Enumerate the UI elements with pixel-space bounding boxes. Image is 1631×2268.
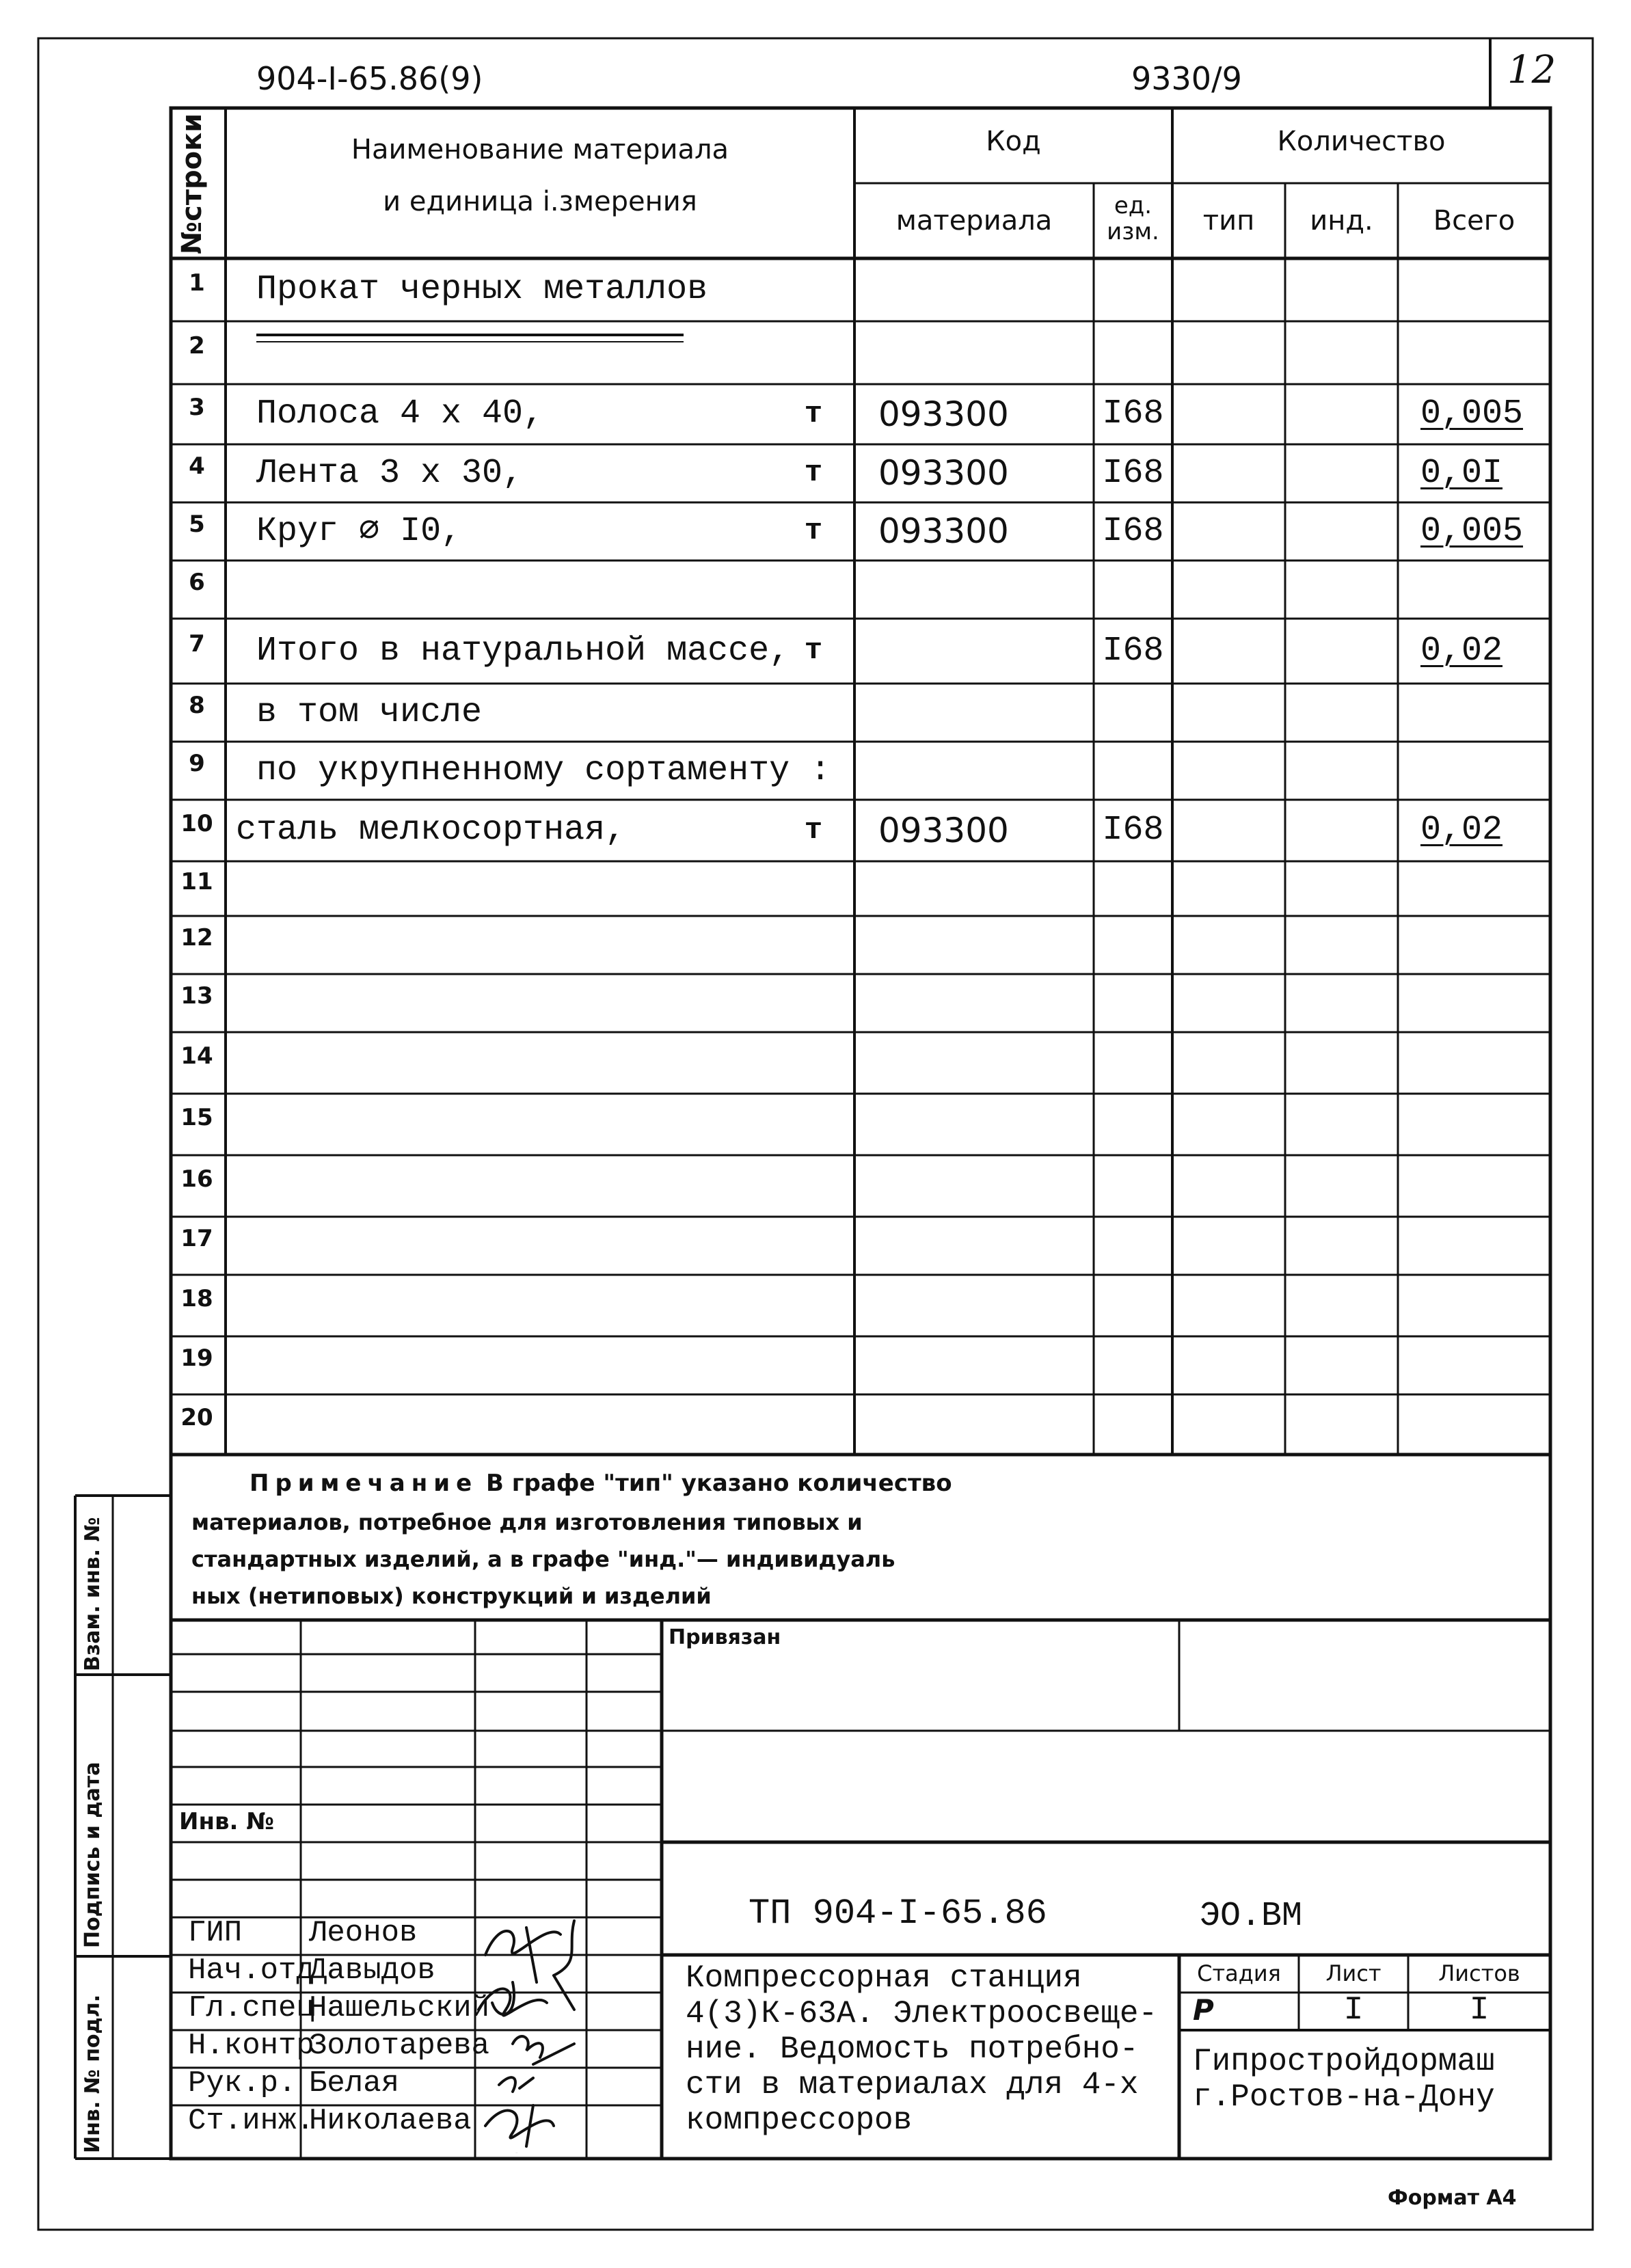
material-code [878,1275,1083,1336]
material-name: сталь мелкосортная, [236,811,626,850]
unit-code: I68 [1102,632,1164,671]
note-line-3: стандартных изделий, а в графе "инд."— индивидуаль [191,1546,895,1572]
total-quantity [1420,258,1550,321]
unit-code [1094,1032,1172,1094]
total-quantity: 0,02 [1420,811,1503,850]
material-name [256,861,790,916]
staff-name: Давыдов [309,1954,435,1988]
unit-of-measure [793,1032,834,1094]
staff-role: Рук.р. [188,2066,297,2101]
column-header-name-unit: и единица і.змерения [383,186,697,217]
column-header-type: тип [1202,205,1255,237]
staff-role: Гл.спец [188,1991,314,2025]
row-number: 15 [180,1104,213,1131]
page-format-label: Формат А4 [1388,2186,1517,2210]
material-name: Прокат черных металлов [256,270,708,309]
staff-name: Белая [309,2066,400,2101]
material-code [878,861,1083,916]
side-label-original-inventory: Инв. № подл. [81,1994,105,2153]
unit-code: I68 [1102,811,1164,850]
material-name: по укрупненному сортаменту : [256,751,831,790]
staff-role: Ст.инж. [188,2104,314,2138]
note-line-1 [250,1470,952,1497]
total-quantity [1420,974,1550,1032]
description-line-3: ние. Ведомость потребно- [686,2031,1139,2067]
unit-of-measure [793,1336,834,1394]
description-line-2: 4(3)К-63А. Электроосвеще- [686,1996,1158,2031]
total-quantity: 0,005 [1420,512,1524,551]
unit-code: I68 [1102,394,1164,433]
material-name [256,1032,790,1094]
material-name [256,1394,790,1455]
unit-code-line1: ед. [1114,192,1153,219]
row-number: 9 [189,750,205,777]
unit-of-measure [793,1275,834,1336]
staff-role: ГИП [188,1916,243,1950]
column-header-quantity: Количество [1277,126,1446,157]
unit-of-measure [793,1094,834,1155]
organization-city: г.Ростов-на-Дону [1193,2079,1495,2115]
unit-code [1094,258,1172,321]
material-code [878,1394,1083,1455]
description-line-4: сти в материалах для 4-х [686,2067,1139,2103]
unit-code-line2: изм. [1107,218,1159,245]
unit-of-measure [793,258,834,321]
row-number: 4 [189,453,205,480]
material-code [878,258,1083,321]
row-number: 7 [189,630,205,658]
material-code [878,916,1083,974]
material-code [878,684,1083,742]
row-number: 5 [189,511,205,538]
total-quantity [1420,742,1550,800]
unit-code [1094,974,1172,1032]
unit-of-measure [793,561,834,619]
stage-value: Р [1193,1993,1214,2027]
note-line-2: материалов, потребное для изготовления типовых и [191,1509,863,1535]
material-name [256,561,790,619]
material-code [878,1336,1083,1394]
unit-of-measure [793,1217,834,1275]
material-name: Итого в натуральной массе, [256,632,790,671]
stage-label: Стадия [1197,1960,1281,1986]
side-label-swap-inventory: Взам. инв. № [81,1517,105,1671]
staff-name: Леонов [309,1916,418,1950]
row-number: 3 [189,394,205,421]
column-header-unit-code [1094,193,1172,245]
row-number: 11 [180,868,213,895]
total-quantity [1420,321,1550,384]
unit-of-measure: т [804,634,823,668]
material-name: Полоса 4 х 40, [256,394,544,433]
row-number: 6 [189,569,205,596]
material-name: Круг ∅ I0, [256,512,462,551]
unit-code [1094,1094,1172,1155]
total-quantity [1420,1032,1550,1094]
staff-role: Н.контр [188,2029,314,2063]
unit-code [1094,684,1172,742]
material-name [256,916,790,974]
unit-code [1094,916,1172,974]
unit-code [1094,561,1172,619]
sheet-value: I [1343,1992,1364,2029]
signatures-drawing [472,1907,636,2153]
unit-code [1094,1336,1172,1394]
row-number: 8 [189,692,205,719]
material-code [878,1217,1083,1275]
document-mark: ЭО.ВМ [1200,1897,1303,1936]
total-quantity [1420,684,1550,742]
unit-code [1094,861,1172,916]
unit-of-measure [793,861,834,916]
row-number: 2 [189,332,205,360]
unit-code [1094,1394,1172,1455]
archive-number: 9330/9 [1131,60,1242,97]
total-quantity [1420,1275,1550,1336]
material-name [256,1094,790,1155]
inventory-number-label: Инв. № [179,1808,275,1835]
total-quantity [1420,861,1550,916]
unit-of-measure [793,916,834,974]
total-quantity [1420,1336,1550,1394]
unit-code: I68 [1102,512,1164,551]
column-header-total: Всего [1433,205,1515,237]
unit-of-measure [793,742,834,800]
row-number: 17 [180,1225,213,1252]
unit-of-measure [793,974,834,1032]
material-name: в том числе [256,693,483,732]
organization-name: Гипростройдормаш [1193,2044,1495,2079]
document-description [686,1960,1157,2138]
side-label-signature-date: Подпись и дата [81,1761,105,1948]
unit-code [1094,1155,1172,1217]
unit-code [1094,1217,1172,1275]
note-text-1: В графе "тип" указано количество [478,1470,952,1497]
unit-of-measure [793,684,834,742]
row-number: 20 [180,1404,213,1431]
column-header-material-code: материала [895,205,1053,237]
material-name [256,1275,790,1336]
row-number: 10 [180,810,213,837]
material-code [878,321,1083,384]
material-code [878,619,1083,684]
total-quantity: 0,0I [1420,454,1503,493]
sheet-number: 12 [1507,48,1556,92]
note-title: Примечание [250,1470,478,1497]
column-header-row-number: №строки [176,113,208,254]
total-quantity: 0,02 [1420,632,1503,671]
description-line-1: Компрессорная станция [686,1960,1082,1996]
bound-label: Привязан [669,1625,781,1649]
material-code [878,1155,1083,1217]
unit-code: I68 [1102,454,1164,493]
row-number: 1 [189,269,205,297]
unit-of-measure: т [804,813,823,848]
staff-role: Нач.отд [188,1954,314,1988]
unit-of-measure: т [804,397,823,431]
material-code [878,974,1083,1032]
material-name [256,1336,790,1394]
row-number: 16 [180,1165,213,1193]
sheet-label: Лист [1325,1960,1381,1986]
column-header-code: Код [986,126,1041,157]
staff-name: Золотарева [309,2029,490,2063]
staff-name: Николаева [309,2104,472,2138]
material-code: 093300 [878,811,1009,850]
row-number: 19 [180,1345,213,1372]
row-number: 12 [180,924,213,951]
description-line-5: компрессоров [686,2103,913,2138]
unit-of-measure [793,321,834,384]
column-header-name: Наименование материала [351,134,729,165]
unit-of-measure: т [804,456,823,490]
staff-name: Нашельский [309,1991,490,2025]
total-quantity [1420,916,1550,974]
total-quantity [1420,1394,1550,1455]
document-code: 904-I-65.86(9) [256,60,483,97]
row-number: 14 [180,1042,213,1070]
row-number: 18 [180,1285,213,1312]
unit-of-measure [793,1394,834,1455]
total-quantity [1420,1217,1550,1275]
total-quantity: 0,005 [1420,394,1524,433]
total-quantity [1420,1155,1550,1217]
unit-code [1094,742,1172,800]
material-code: 093300 [878,511,1009,551]
row-number: 13 [180,982,213,1010]
material-name [256,1217,790,1275]
sheets-label: Листов [1438,1960,1520,1986]
material-code [878,1094,1083,1155]
material-name [256,321,790,384]
document-designation: ТП 904-I-65.86 [749,1893,1047,1934]
material-code [878,561,1083,619]
sheets-value: I [1469,1992,1490,2029]
unit-of-measure [793,1155,834,1217]
total-quantity [1420,561,1550,619]
unit-code [1094,321,1172,384]
material-name [256,974,790,1032]
material-code: 093300 [878,453,1009,493]
material-code [878,1032,1083,1094]
material-code [878,742,1083,800]
total-quantity [1420,1094,1550,1155]
material-code: 093300 [878,394,1009,434]
unit-code [1094,1275,1172,1336]
material-name: Лента 3 х 30, [256,454,524,493]
column-header-individual: инд. [1310,205,1373,237]
unit-of-measure: т [804,514,823,548]
note-line-4: ных (нетиповых) конструкций и изделий [191,1583,712,1609]
material-name [256,1155,790,1217]
